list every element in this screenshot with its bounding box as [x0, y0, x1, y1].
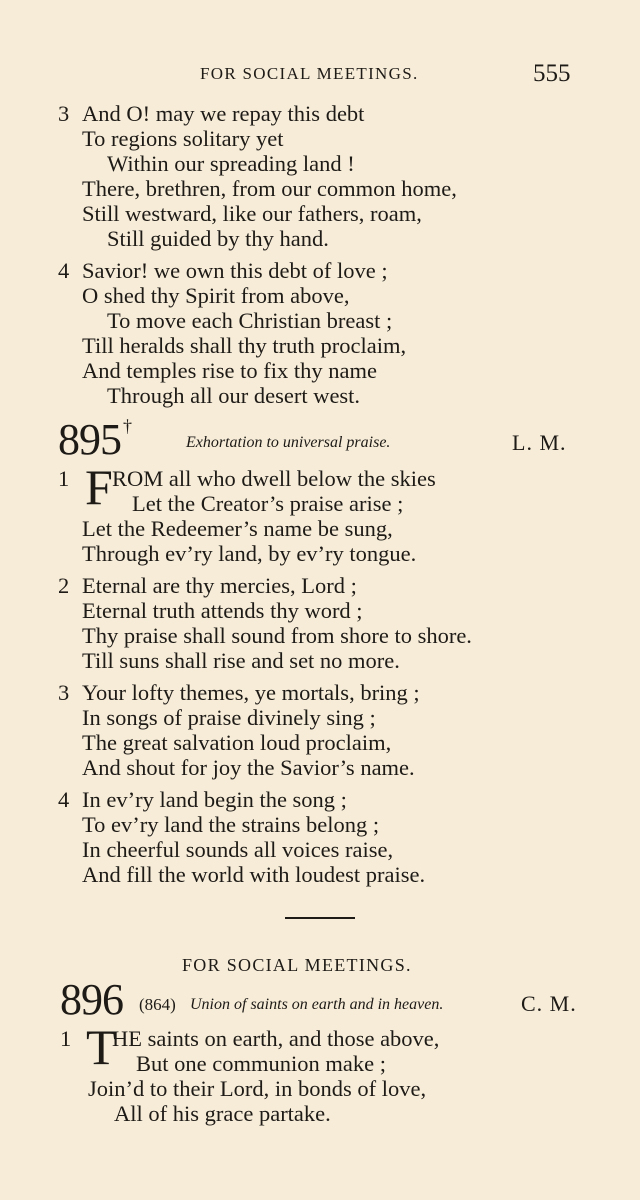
verse-line: To move each Christian breast ; [107, 308, 393, 333]
verse-line: Join’d to their Lord, in bonds of love, [88, 1076, 427, 1101]
verse-line: Till heralds shall thy truth proclaim, [82, 333, 407, 358]
running-title: FOR SOCIAL MEETINGS. [200, 64, 419, 83]
verse-line: The great salvation loud proclaim, [82, 730, 392, 755]
section-heading: FOR SOCIAL MEETINGS. [182, 955, 412, 975]
hymn-reference: (864) [139, 995, 176, 1014]
stanza-number: 2 [58, 573, 70, 598]
verse-line: But one communion make ; [136, 1051, 386, 1076]
dagger-mark: † [123, 416, 132, 436]
running-header [0, 62, 640, 88]
drop-cap: F [85, 459, 113, 515]
verse-line: And fill the world with loudest praise. [82, 862, 426, 887]
hymn-title: Union of saints on earth and in heaven. [190, 996, 444, 1013]
hymn-number: 896 [60, 975, 123, 1024]
verse-line: Let the Redeemer’s name be sung, [82, 516, 393, 541]
stanza-number: 1 [60, 1026, 72, 1051]
verse-line: Within our spreading land ! [107, 151, 355, 176]
stanza-number: 4 [58, 258, 70, 283]
verse-line: Eternal are thy mercies, Lord ; [82, 573, 357, 598]
stanza-number: 3 [58, 101, 70, 126]
verse-line: Through all our desert west. [107, 383, 361, 408]
verse-line: To regions solitary yet [82, 126, 284, 151]
verse-line: Through ev’ry land, by ev’ry tongue. [82, 541, 417, 566]
verse-line: And O! may we repay this debt [82, 101, 365, 126]
stanza-number: 4 [58, 787, 70, 812]
verse-line: Let the Creator’s praise arise ; [132, 491, 404, 516]
verse-line: And temples rise to fix thy name [82, 358, 377, 383]
verse-line: All of his grace partake. [114, 1101, 331, 1126]
hymn-title: Exhortation to universal praise. [186, 434, 391, 451]
verse-line: To ev’ry land the strains belong ; [82, 812, 380, 837]
stanza-number: 3 [58, 680, 70, 705]
verse-line: ROM all who dwell below the skies [112, 466, 436, 491]
verse-line: Still westward, like our fathers, roam, [82, 201, 422, 226]
drop-cap: T [86, 1019, 117, 1075]
stanza-number: 1 [58, 466, 70, 491]
hymn-meter: L. M. [512, 430, 567, 455]
section-divider [285, 917, 355, 919]
verse-line: Savior! we own this debt of love ; [82, 258, 388, 283]
verse-line: O shed thy Spirit from above, [82, 283, 350, 308]
verse-line: Your lofty themes, ye mortals, bring ; [82, 680, 420, 705]
verse-line: And shout for joy the Savior’s name. [82, 755, 415, 780]
verse-line: In songs of praise divinely sing ; [82, 705, 376, 730]
page-number: 555 [533, 60, 571, 87]
verse-line: There, brethren, from our common home, [82, 176, 457, 201]
verse-line: Till suns shall rise and set no more. [82, 648, 400, 673]
verse-line: Still guided by thy hand. [107, 226, 329, 251]
verse-line: In cheerful sounds all voices raise, [82, 837, 394, 862]
verse-line: In ev’ry land begin the song ; [82, 787, 347, 812]
hymn-meter: C. M. [521, 991, 577, 1016]
verse-line: Thy praise shall sound from shore to shore. [82, 623, 472, 648]
verse-line: HE saints on earth, and those above, [112, 1026, 440, 1051]
hymn-number: 895 [58, 415, 121, 464]
verse-line: Eternal truth attends thy word ; [82, 598, 363, 623]
